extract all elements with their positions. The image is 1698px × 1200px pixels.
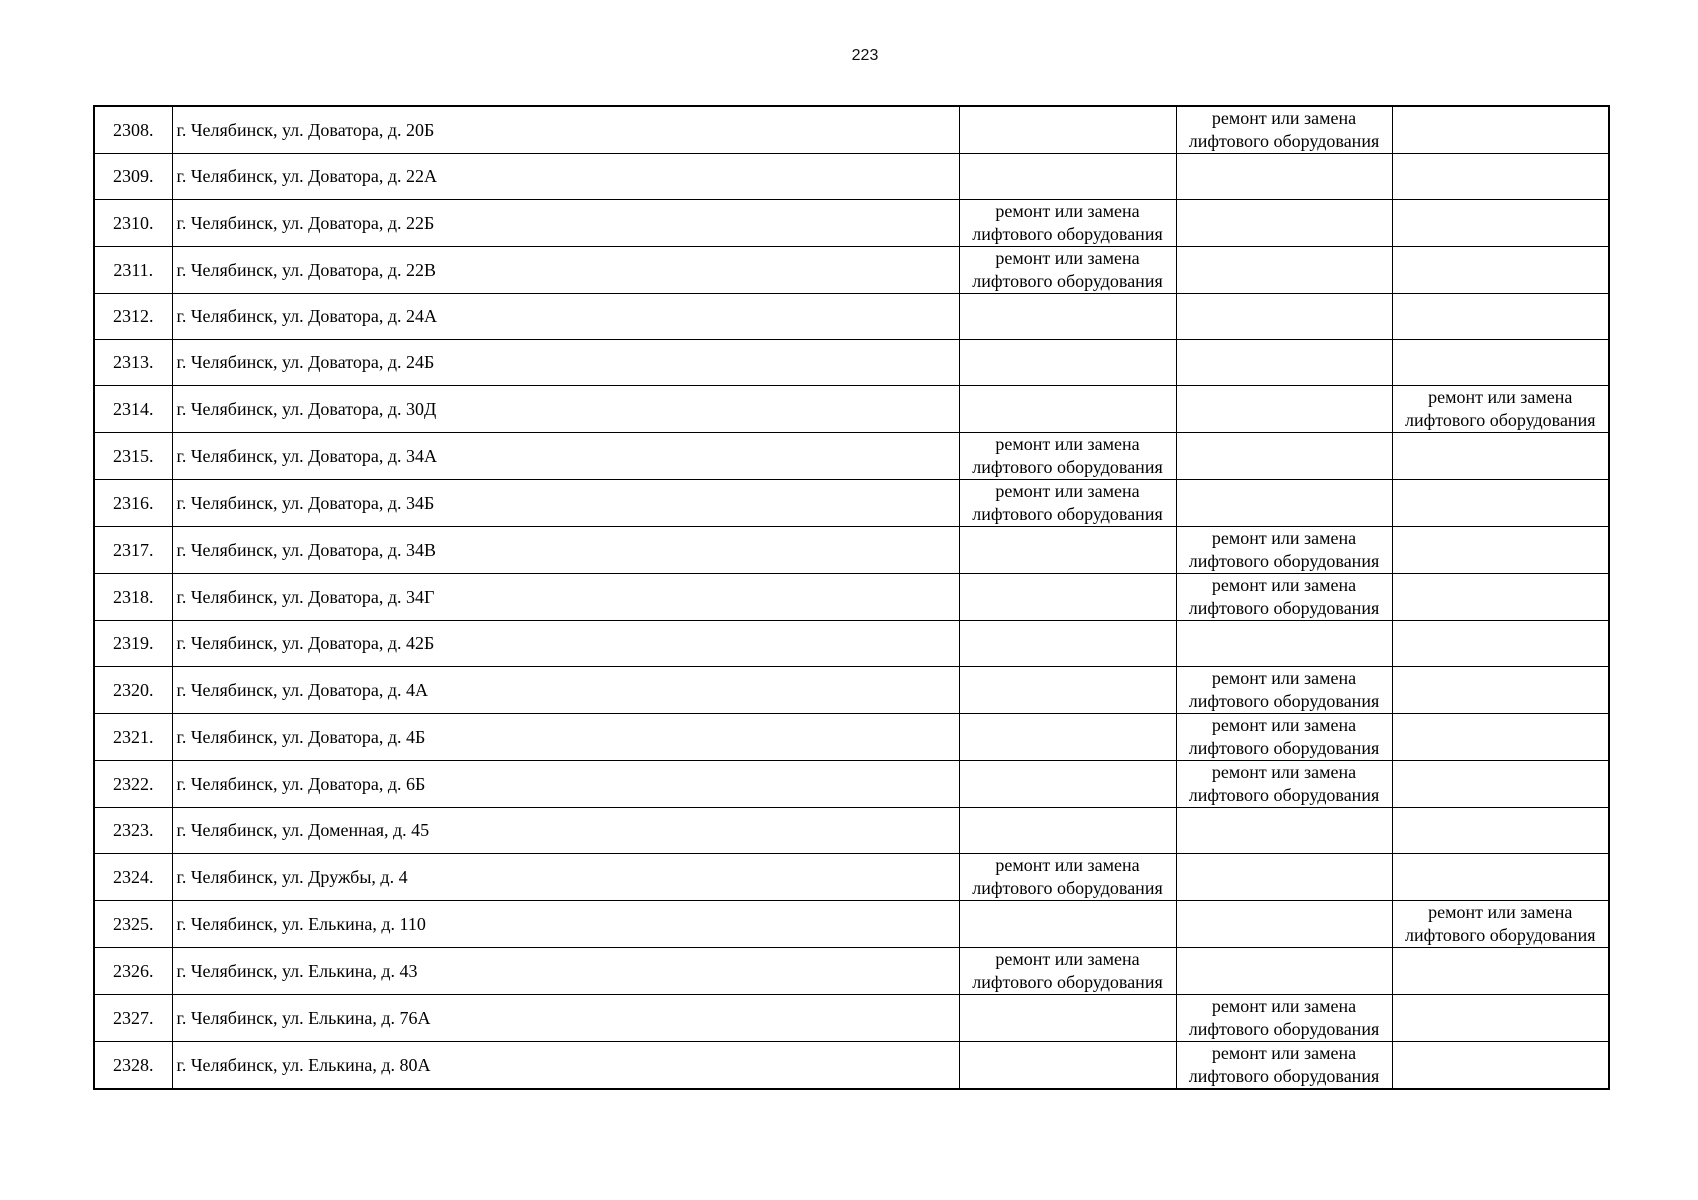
work-label-line2: лифтового оборудования (972, 271, 1163, 291)
work-cell-3 (1392, 154, 1609, 200)
work-label-line1: ремонт или замена (995, 434, 1140, 454)
table-row (94, 808, 1609, 854)
work-cell-1 (959, 948, 1176, 995)
work-cell-3 (1392, 714, 1609, 761)
work-cell-2 (1176, 1042, 1392, 1090)
work-cell-1 (959, 433, 1176, 480)
page-number: 223 (851, 47, 879, 64)
work-label-line1: ремонт или замена (1211, 668, 1357, 688)
work-cell-2 (1176, 948, 1392, 995)
row-address: г. Челябинск, ул. Доватора, д. 42Б (172, 621, 959, 667)
row-address: г. Челябинск, ул. Доватора, д. 22А (172, 154, 959, 200)
row-address: г. Челябинск, ул. Доватора, д. 34А (172, 433, 959, 480)
work-label-line2: лифтового оборудования (1188, 551, 1380, 571)
row-address: г. Челябинск, ул. Доватора, д. 4Б (172, 714, 959, 761)
work-label-line2: лифтового оборудования (972, 878, 1163, 898)
work-cell-1 (959, 808, 1176, 854)
work-label-line2: лифтового оборудования (1188, 1066, 1380, 1086)
work-cell-3 (1392, 106, 1609, 154)
table-row (94, 854, 1609, 901)
work-cell-2 (1176, 621, 1392, 667)
work-label-line1: ремонт или замена (1211, 108, 1357, 128)
work-cell-1 (959, 995, 1176, 1042)
row-address: г. Челябинск, ул. Доватора, д. 22Б (172, 200, 959, 247)
work-cell-3 (1392, 527, 1609, 574)
work-label-line1: ремонт или замена (995, 248, 1140, 268)
table-row (94, 154, 1609, 200)
work-cell-2 (1176, 714, 1392, 761)
work-cell-1 (959, 106, 1176, 154)
work-cell-3 (1392, 433, 1609, 480)
work-cell-3 (1392, 901, 1609, 948)
work-cell-3 (1392, 386, 1609, 433)
work-cell-1 (959, 247, 1176, 294)
work-cell-1 (959, 761, 1176, 808)
row-number: 2318. (94, 574, 172, 621)
work-cell-2 (1176, 294, 1392, 340)
work-cell-2 (1176, 386, 1392, 433)
work-cell-3 (1392, 948, 1609, 995)
work-cell-1 (959, 200, 1176, 247)
work-label-line1: ремонт или замена (1211, 762, 1357, 782)
work-label-line1: ремонт или замена (1211, 996, 1357, 1016)
work-cell-2 (1176, 106, 1392, 154)
work-label-line2: лифтового оборудования (1188, 691, 1380, 711)
work-cell-2 (1176, 808, 1392, 854)
row-number: 2308. (94, 106, 172, 154)
work-cell-2 (1176, 340, 1392, 386)
work-cell-3 (1392, 294, 1609, 340)
row-address: г. Челябинск, ул. Елькина, д. 43 (172, 948, 959, 995)
work-label-line1: ремонт или замена (995, 481, 1140, 501)
work-cell-1 (959, 901, 1176, 948)
work-label-line1: ремонт или замена (995, 201, 1140, 221)
work-cell-2 (1176, 667, 1392, 714)
table-row (94, 386, 1609, 433)
work-label-line1: ремонт или замена (995, 855, 1140, 875)
registry-table-body (94, 106, 1609, 1089)
work-cell-3 (1392, 621, 1609, 667)
work-cell-1 (959, 294, 1176, 340)
row-address: г. Челябинск, ул. Доватора, д. 34В (172, 527, 959, 574)
work-cell-1 (959, 854, 1176, 901)
row-number: 2309. (94, 154, 172, 200)
table-row (94, 714, 1609, 761)
row-address: г. Челябинск, ул. Доватора, д. 20Б (172, 106, 959, 154)
table-row (94, 527, 1609, 574)
work-label-line2: лифтового оборудования (972, 972, 1163, 992)
work-cell-2 (1176, 995, 1392, 1042)
work-cell-1 (959, 667, 1176, 714)
work-label-line2: лифтового оборудования (1188, 785, 1380, 805)
table-row (94, 667, 1609, 714)
row-number: 2325. (94, 901, 172, 948)
work-label-line2: лифтового оборудования (1188, 131, 1380, 151)
work-cell-1 (959, 621, 1176, 667)
work-cell-2 (1176, 247, 1392, 294)
work-label-line2: лифтового оборудования (1405, 925, 1596, 945)
row-address: г. Челябинск, ул. Доватора, д. 4А (172, 667, 959, 714)
work-cell-3 (1392, 574, 1609, 621)
row-address: г. Челябинск, ул. Доватора, д. 6Б (172, 761, 959, 808)
work-cell-2 (1176, 761, 1392, 808)
row-address: г. Челябинск, ул. Елькина, д. 80А (172, 1042, 959, 1090)
work-cell-3 (1392, 995, 1609, 1042)
row-number: 2328. (94, 1042, 172, 1090)
work-cell-3 (1392, 667, 1609, 714)
work-label-line2: лифтового оборудования (1188, 598, 1380, 618)
row-address: г. Челябинск, ул. Доватора, д. 24Б (172, 340, 959, 386)
work-cell-2 (1176, 433, 1392, 480)
work-cell-1 (959, 527, 1176, 574)
row-number: 2310. (94, 200, 172, 247)
work-label-line1: ремонт или замена (1211, 1043, 1357, 1063)
row-address: г. Челябинск, ул. Елькина, д. 110 (172, 901, 959, 948)
work-cell-1 (959, 1042, 1176, 1090)
work-cell-1 (959, 154, 1176, 200)
work-label-line2: лифтового оборудования (1188, 738, 1380, 758)
work-label-line1: ремонт или замена (995, 949, 1140, 969)
work-label-line2: лифтового оборудования (1405, 410, 1596, 430)
work-label-line1: ремонт или замена (1428, 387, 1573, 407)
row-number: 2327. (94, 995, 172, 1042)
table-row (94, 433, 1609, 480)
work-cell-3 (1392, 480, 1609, 527)
table-row (94, 106, 1609, 154)
work-cell-2 (1176, 901, 1392, 948)
table-row (94, 294, 1609, 340)
row-number: 2313. (94, 340, 172, 386)
work-cell-1 (959, 386, 1176, 433)
table-row (94, 480, 1609, 527)
table-row (94, 247, 1609, 294)
row-number: 2320. (94, 667, 172, 714)
work-cell-3 (1392, 1042, 1609, 1090)
table-row (94, 200, 1609, 247)
work-cell-2 (1176, 154, 1392, 200)
work-cell-1 (959, 714, 1176, 761)
work-label-line2: лифтового оборудования (972, 457, 1163, 477)
work-cell-3 (1392, 854, 1609, 901)
work-cell-2 (1176, 527, 1392, 574)
work-cell-2 (1176, 574, 1392, 621)
table-row (94, 574, 1609, 621)
row-address: г. Челябинск, ул. Елькина, д. 76А (172, 995, 959, 1042)
work-cell-3 (1392, 200, 1609, 247)
work-label-line1: ремонт или замена (1211, 575, 1357, 595)
work-label-line2: лифтового оборудования (972, 224, 1163, 244)
table-row (94, 948, 1609, 995)
table-row (94, 995, 1609, 1042)
work-cell-2 (1176, 200, 1392, 247)
row-address: г. Челябинск, ул. Доватора, д. 30Д (172, 386, 959, 433)
row-address: г. Челябинск, ул. Доватора, д. 34Г (172, 574, 959, 621)
row-number: 2324. (94, 854, 172, 901)
work-label-line2: лифтового оборудования (972, 504, 1163, 524)
row-address: г. Челябинск, ул. Дружбы, д. 4 (172, 854, 959, 901)
row-address: г. Челябинск, ул. Доватора, д. 24А (172, 294, 959, 340)
row-number: 2322. (94, 761, 172, 808)
row-number: 2316. (94, 480, 172, 527)
table-row (94, 340, 1609, 386)
row-number: 2311. (94, 247, 172, 294)
table-row (94, 621, 1609, 667)
work-label-line1: ремонт или замена (1428, 902, 1573, 922)
work-cell-1 (959, 574, 1176, 621)
work-cell-3 (1392, 808, 1609, 854)
table-row (94, 901, 1609, 948)
row-number: 2312. (94, 294, 172, 340)
registry-table (93, 105, 1610, 1090)
work-cell-2 (1176, 854, 1392, 901)
work-cell-3 (1392, 761, 1609, 808)
table-row (94, 1042, 1609, 1090)
table-row (94, 761, 1609, 808)
row-number: 2315. (94, 433, 172, 480)
row-number: 2326. (94, 948, 172, 995)
work-cell-1 (959, 480, 1176, 527)
row-address: г. Челябинск, ул. Доватора, д. 34Б (172, 480, 959, 527)
row-number: 2321. (94, 714, 172, 761)
row-number: 2317. (94, 527, 172, 574)
work-cell-3 (1392, 247, 1609, 294)
work-cell-1 (959, 340, 1176, 386)
row-number: 2323. (94, 808, 172, 854)
row-address: г. Челябинск, ул. Доменная, д. 45 (172, 808, 959, 854)
row-address: г. Челябинск, ул. Доватора, д. 22В (172, 247, 959, 294)
work-label-line1: ремонт или замена (1211, 528, 1357, 548)
work-label-line1: ремонт или замена (1211, 715, 1357, 735)
row-number: 2314. (94, 386, 172, 433)
work-cell-3 (1392, 340, 1609, 386)
work-cell-2 (1176, 480, 1392, 527)
work-label-line2: лифтового оборудования (1188, 1019, 1380, 1039)
row-number: 2319. (94, 621, 172, 667)
